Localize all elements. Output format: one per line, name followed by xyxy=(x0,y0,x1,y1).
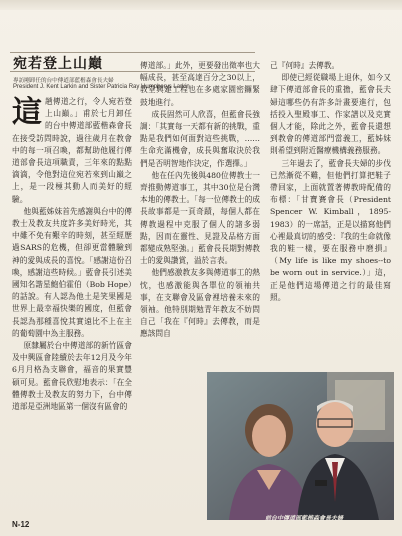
paragraph: 三年過去了，藍會長夫婦的步伐已然漸從不難，但他們打算把鞋子帶回家，上面就置著傳教時配備的布標：「甘寶賽會長（President Spencer W. Kimball，1895-1983）的一席話，正是以描寫他們心裡最真切的感受：『我的生命就像我的鞋一樣，要在服務中磨損』（My life is like my shoes--to be worn out in service.）」這，正是他們這場傳道之行的最佳寫照。 xyxy=(270,158,391,302)
paragraph: 成長固然可人欣喜，但藍會長強調：「其實每一天都有新的挑戰，重點是我們如何面對這些挑戰，……生命充滿機會，成長與奮取決於我們是否明智地作決定，作選擇。」 xyxy=(140,109,260,168)
page-top-edge xyxy=(0,0,402,10)
paragraph: 趟傳道之行，令人宛若登上山巔。」甫於七月卸任的台中傳道部藍楷森會長在接受訪問時說，過往歲月在教會中的每一項召喚，都幫助他履行傳道部會長這項職責，三年來的點點滴滴，令他對這位宛若來到山巔之上，是一段極其動人而美好的經驗。 xyxy=(12,97,132,204)
paragraph: 他們感激教友多與傳道事工的熱忱，也感激能與各單位的領袖共事，在支聯會及區會裡培養未來的領袖。他特別期勉青年教友不妨問自己「我在『何時』去傳教，而是應該問自 xyxy=(140,268,260,339)
photo-caption: 前台中傳道部藍楷森會長夫婦 xyxy=(265,515,344,522)
article-title: 宛若登上山巔 xyxy=(13,56,103,72)
article-subtitle-english: President J. Kent Larkin and Sister Patricia Ray Humpherys Larkin xyxy=(13,84,190,90)
paragraph: 即使已經從職場上退休，如今又肆下傳道部會長的重擔，藍會長夫婦這哪些仍有許多計畫要進行，包括投入聖殿事工、作家譜以及克實個人才能，除此之外，藍會長還想到教會的傳道部門當義工，藍姊妹則希望到附近醫療機構義務服務。 xyxy=(270,73,391,156)
paragraph: 他與藍姊妹首先感謝與台中的傳教士及教友共度許多美好時光，其中雖不免有艱辛的時刻，甚至經歷過SARS的危機，但卻更當體驗到神的愛與成長的喜悅。「感謝這份召喚，感謝這些時候。」藍會長引述美國知名諧星鮑伯霍伯（Bob Hope）的話說。有人認為他土是笑果國是世界上最幸福快樂的國度，但藍會長認為那種喜悅其實遠比不上在主的葡萄園中為主服務。 xyxy=(12,206,132,338)
article-subtitle-chinese: 專訪剛卸任的台中傳道部藍楷森會長夫婦 xyxy=(13,78,114,84)
drop-cap: 這 xyxy=(12,96,42,130)
couple-portrait-illustration xyxy=(207,372,394,520)
paragraph: 傳道部。」此外，更要發出徵率也大幅成長，甚至高達百分之30以上，教堂興建工程也在多處家園密鑼緊鼓地進行。 xyxy=(140,61,260,107)
article-column-1 xyxy=(12,96,132,510)
paragraph: 原隸屬於台中傳道部的新竹區會及中興區會陸續於去年12月及今年6月月格為支聯會，福音的果實豐碩可見。藍會長欣慰地表示：「在全體傳教士及教友的努力下，台中傳道部是亞洲地區第一個沒有區會的 xyxy=(12,341,132,412)
paragraph: 己『何時』去傳教。 xyxy=(270,61,340,70)
paragraph: 他在任內先後與480位傳教士一齊推動傳道事工，其中30位是台灣本地的傳教士。「每一位傳教士的成長故事都是一頁奇蹟，每個人都在傳教過程中克服了個人的諸多弱點，因而在靈性、見證及品格方面都變成熟堅強。」藍會長長期對傳教士的愛與讚賞，溢於言表。 xyxy=(140,170,260,266)
couple-photo xyxy=(207,372,394,520)
article-column-3 xyxy=(270,60,391,375)
page-number: N-12 xyxy=(12,520,30,529)
